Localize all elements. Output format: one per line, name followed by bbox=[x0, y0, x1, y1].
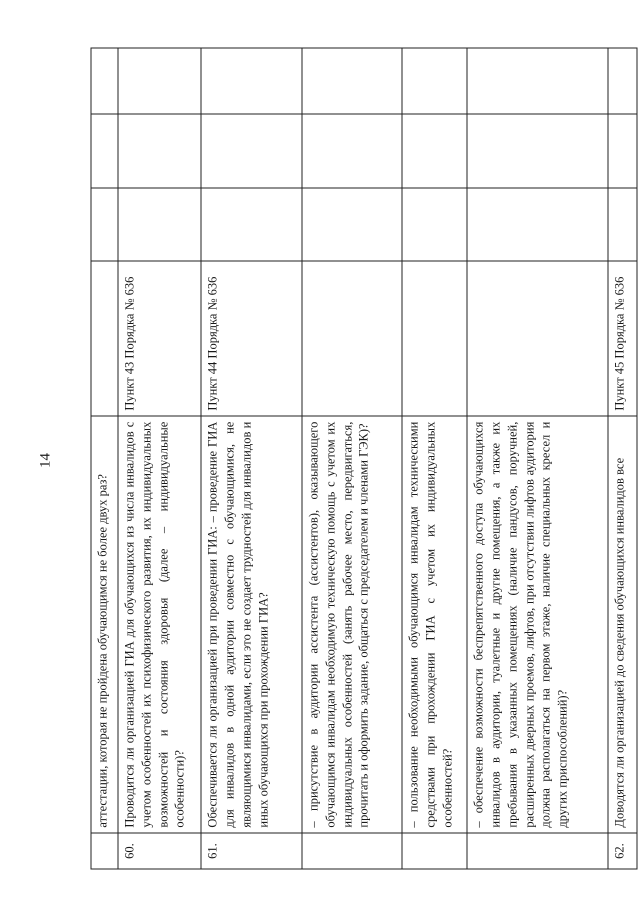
checklist-table bbox=[91, 48, 638, 870]
answer-cell bbox=[302, 114, 403, 188]
question-cell: Обеспечивается ли организацией при проведении ГИА: – проведение ГИА для инвалидов в одной аудитории совместно с обучающимися, не являющимися инвалидами, если это не создает трудностей для инвалидов и иных обучающихся при прохождении ГИА? bbox=[201, 416, 302, 833]
reference-cell: Пункт 44 Порядка № 636 bbox=[201, 261, 302, 416]
answer-cell bbox=[608, 114, 637, 188]
table-row bbox=[91, 48, 118, 869]
reference-cell bbox=[402, 261, 466, 416]
note-cell bbox=[608, 48, 637, 114]
answer-cell bbox=[91, 188, 118, 262]
answer-cell bbox=[201, 188, 302, 262]
answer-cell bbox=[467, 114, 608, 188]
reference-cell bbox=[91, 261, 118, 416]
question-cell: – присутствие в аудитории ассистента (ассистентов), оказывающего обучающимся инвалидам необходимую техническую помощь с учетом их индивидуальных особенностей (занять рабочее место, передвигаться, прочитать и оформить задание, общаться с председателем и членами ГЭК)? bbox=[302, 416, 403, 833]
table-row bbox=[467, 48, 608, 869]
note-cell bbox=[91, 48, 118, 114]
reference-cell: Пункт 43 Порядка № 636 bbox=[118, 261, 201, 416]
answer-cell bbox=[608, 188, 637, 262]
answer-cell bbox=[402, 114, 466, 188]
question-cell: Проводится ли организацией ГИА для обучающихся из числа инвалидов с учетом особенностей их психофизического развития, их индивидуальных возможностей и состояния здоровья (далее – индивидуальные особенности)? bbox=[118, 416, 201, 833]
reference-cell bbox=[467, 261, 608, 416]
page-number: 14 bbox=[37, 453, 54, 468]
row-number bbox=[91, 833, 118, 869]
question-cell: – пользование необходимыми обучающимся инвалидам техническими средствами при прохождении ГИА с учетом их индивидуальных особенностей? bbox=[402, 416, 466, 833]
answer-cell bbox=[402, 188, 466, 262]
reference-cell: Пункт 45 Порядка № 636 bbox=[608, 261, 637, 416]
question-cell: Доводятся ли организацией до сведения обучающихся инвалидов все bbox=[608, 416, 637, 833]
row-number bbox=[402, 833, 466, 869]
row-number: 61. bbox=[201, 833, 302, 869]
table-row bbox=[302, 48, 403, 869]
table-row bbox=[118, 48, 201, 869]
answer-cell bbox=[91, 114, 118, 188]
table-row bbox=[608, 48, 637, 869]
row-number: 62. bbox=[608, 833, 637, 869]
note-cell bbox=[118, 48, 201, 114]
row-number: 60. bbox=[118, 833, 201, 869]
answer-cell bbox=[118, 114, 201, 188]
answer-cell bbox=[467, 188, 608, 262]
rotated-table-area bbox=[88, 0, 640, 917]
answer-cell bbox=[302, 188, 403, 262]
question-cell: аттестации, которая не пройдена обучающимся не более двух раз? bbox=[91, 416, 118, 833]
table-row bbox=[402, 48, 466, 869]
note-cell bbox=[467, 48, 608, 114]
row-number bbox=[467, 833, 608, 869]
row-number bbox=[302, 833, 403, 869]
note-cell bbox=[201, 48, 302, 114]
note-cell bbox=[302, 48, 403, 114]
answer-cell bbox=[201, 114, 302, 188]
note-cell bbox=[402, 48, 466, 114]
answer-cell bbox=[118, 188, 201, 262]
question-cell: – обеспечение возможности беспрепятственного доступа обучающихся инвалидов в аудитории, туалетные и другие помещения, а также их пребывания в указанных помещениях (наличие пандусов, поручней, расширенных дверных проемов, лифтов, при отсутствии лифтов аудитория должна располагаться на первом этаже, наличие специальных кресел и других приспособлений)? bbox=[467, 416, 608, 833]
table-row bbox=[201, 48, 302, 869]
reference-cell bbox=[302, 261, 403, 416]
